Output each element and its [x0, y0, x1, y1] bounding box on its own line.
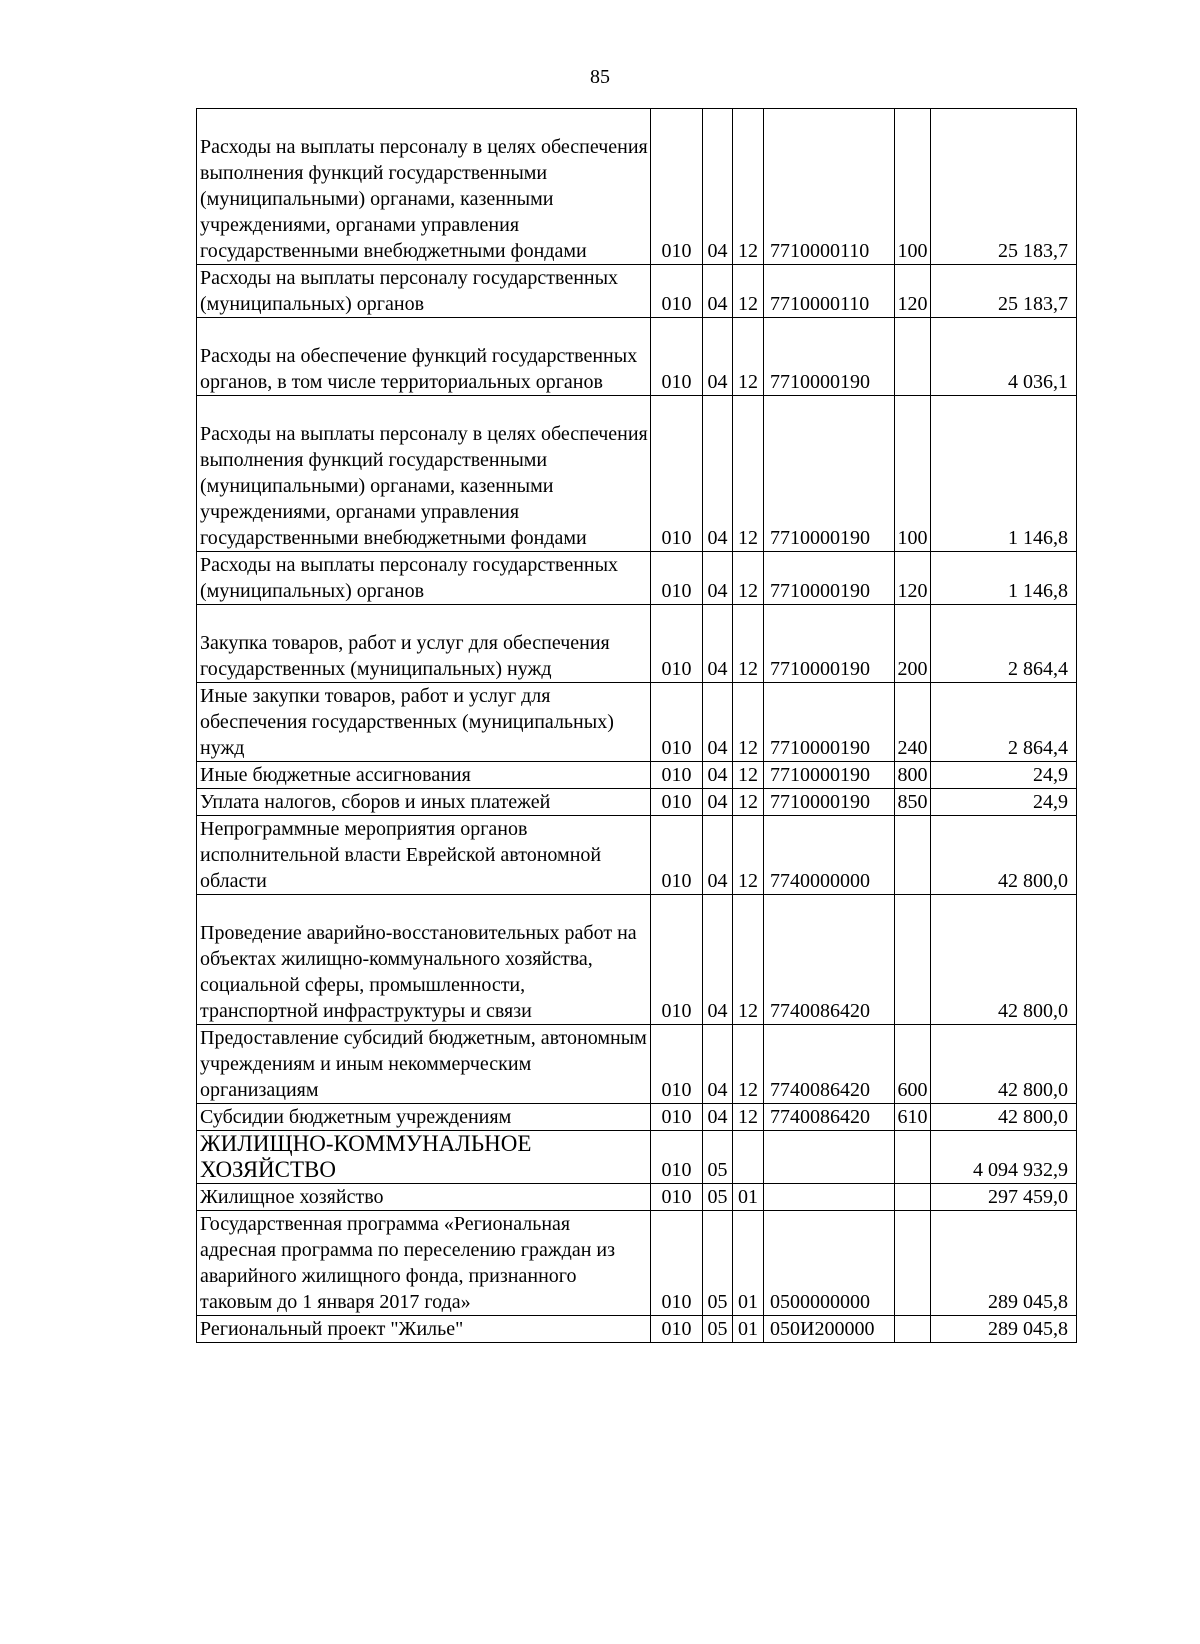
subsection-code: 12: [733, 1104, 764, 1131]
ministry-code: 010: [651, 1184, 703, 1211]
expense-type-code: [895, 895, 931, 1025]
table-row: [197, 552, 1077, 605]
target-article-code: 7710000190: [764, 683, 895, 762]
amount: 1 146,8: [931, 396, 1077, 552]
expense-type-code: [895, 318, 931, 396]
table-row: [197, 1025, 1077, 1104]
section-code: 04: [703, 895, 733, 1025]
row-name: Расходы на выплаты персоналу в целях обеспечения выполнения функций государственными (муниципальными) органами, казенными учреждениями, органами управления государственными внебюджетными фондами: [197, 109, 651, 265]
row-name: Расходы на выплаты персоналу государственных (муниципальных) органов: [197, 265, 651, 318]
amount: 297 459,0: [931, 1184, 1077, 1211]
target-article-code: 7710000190: [764, 318, 895, 396]
subsection-code: 12: [733, 762, 764, 789]
amount: 42 800,0: [931, 816, 1077, 895]
section-code: 05: [703, 1211, 733, 1316]
row-name: Предоставление субсидий бюджетным, автономным учреждениям и иным некоммерческим организациям: [197, 1025, 651, 1104]
ministry-code: 010: [651, 1104, 703, 1131]
expense-type-code: 850: [895, 789, 931, 816]
section-code: 04: [703, 552, 733, 605]
table-row: [197, 109, 1077, 265]
subsection-code: 12: [733, 318, 764, 396]
amount: 42 800,0: [931, 1025, 1077, 1104]
row-name: Непрограммные мероприятия органов исполнительной власти Еврейской автономной области: [197, 816, 651, 895]
row-name: ЖИЛИЩНО-КОММУНАЛЬНОЕ ХОЗЯЙСТВО: [197, 1131, 651, 1184]
section-code: 05: [703, 1316, 733, 1343]
amount: 4 094 932,9: [931, 1131, 1077, 1184]
amount: 2 864,4: [931, 683, 1077, 762]
subsection-code: 12: [733, 605, 764, 683]
table-row: [197, 605, 1077, 683]
row-name: Иные бюджетные ассигнования: [197, 762, 651, 789]
subsection-code: 12: [733, 396, 764, 552]
expense-type-code: [895, 1316, 931, 1343]
section-code: 05: [703, 1131, 733, 1184]
table-row: [197, 762, 1077, 789]
ministry-code: 010: [651, 683, 703, 762]
row-name: Региональный проект "Жилье": [197, 1316, 651, 1343]
subsection-code: 12: [733, 109, 764, 265]
expense-type-code: 100: [895, 396, 931, 552]
amount: 42 800,0: [931, 1104, 1077, 1131]
ministry-code: 010: [651, 605, 703, 683]
target-article-code: 7710000110: [764, 265, 895, 318]
table-row-section-heading: [197, 1131, 1077, 1184]
section-code: 05: [703, 1184, 733, 1211]
section-code: 04: [703, 396, 733, 552]
amount: 289 045,8: [931, 1211, 1077, 1316]
row-name: Проведение аварийно-восстановительных работ на объектах жилищно-коммунального хозяйства, социальной сферы, промышленности, транспортной инфраструктуры и связи: [197, 895, 651, 1025]
table-row: [197, 1184, 1077, 1211]
expense-type-code: 200: [895, 605, 931, 683]
subsection-code: [733, 1131, 764, 1184]
target-article-code: 050И200000: [764, 1316, 895, 1343]
ministry-code: 010: [651, 265, 703, 318]
ministry-code: 010: [651, 396, 703, 552]
table-row: [197, 318, 1077, 396]
ministry-code: 010: [651, 762, 703, 789]
subsection-code: 12: [733, 895, 764, 1025]
expense-type-code: 240: [895, 683, 931, 762]
subsection-code: 12: [733, 789, 764, 816]
subsection-code: 01: [733, 1316, 764, 1343]
table-row: [197, 396, 1077, 552]
ministry-code: 010: [651, 895, 703, 1025]
table-row: [197, 265, 1077, 318]
amount: 4 036,1: [931, 318, 1077, 396]
expense-type-code: 800: [895, 762, 931, 789]
table-row: [197, 1104, 1077, 1131]
table-row: [197, 816, 1077, 895]
ministry-code: 010: [651, 1316, 703, 1343]
amount: 289 045,8: [931, 1316, 1077, 1343]
target-article-code: 7710000190: [764, 789, 895, 816]
amount: 1 146,8: [931, 552, 1077, 605]
expense-type-code: [895, 1211, 931, 1316]
target-article-code: [764, 1184, 895, 1211]
expense-type-code: [895, 1131, 931, 1184]
row-name: Государственная программа «Региональная адресная программа по переселению граждан из аварийного жилищного фонда, признанного таковым до 1 января 2017 года»: [197, 1211, 651, 1316]
page-number: 85: [590, 66, 610, 88]
amount: 25 183,7: [931, 265, 1077, 318]
ministry-code: 010: [651, 1211, 703, 1316]
section-code: 04: [703, 762, 733, 789]
table-row: [197, 789, 1077, 816]
row-name: Закупка товаров, работ и услуг для обеспечения государственных (муниципальных) нужд: [197, 605, 651, 683]
ministry-code: 010: [651, 1025, 703, 1104]
expense-type-code: 100: [895, 109, 931, 265]
ministry-code: 010: [651, 1131, 703, 1184]
amount: 42 800,0: [931, 895, 1077, 1025]
subsection-code: 01: [733, 1211, 764, 1316]
section-code: 04: [703, 1104, 733, 1131]
expense-type-code: 120: [895, 265, 931, 318]
subsection-code: 12: [733, 265, 764, 318]
target-article-code: 7710000190: [764, 396, 895, 552]
row-name: Жилищное хозяйство: [197, 1184, 651, 1211]
subsection-code: 12: [733, 816, 764, 895]
ministry-code: 010: [651, 816, 703, 895]
expense-type-code: [895, 816, 931, 895]
expense-type-code: [895, 1184, 931, 1211]
subsection-code: 12: [733, 683, 764, 762]
table-row: [197, 683, 1077, 762]
target-article-code: 7710000110: [764, 109, 895, 265]
amount: 25 183,7: [931, 109, 1077, 265]
budget-table: [196, 108, 1077, 1343]
subsection-code: 12: [733, 552, 764, 605]
amount: 2 864,4: [931, 605, 1077, 683]
ministry-code: 010: [651, 109, 703, 265]
row-name: Уплата налогов, сборов и иных платежей: [197, 789, 651, 816]
subsection-code: 12: [733, 1025, 764, 1104]
table-row: [197, 1316, 1077, 1343]
target-article-code: 7740086420: [764, 1025, 895, 1104]
section-code: 04: [703, 789, 733, 816]
subsection-code: 01: [733, 1184, 764, 1211]
section-code: 04: [703, 1025, 733, 1104]
section-code: 04: [703, 816, 733, 895]
row-name: Субсидии бюджетным учреждениям: [197, 1104, 651, 1131]
amount: 24,9: [931, 762, 1077, 789]
target-article-code: 7710000190: [764, 552, 895, 605]
budget-table-body: [197, 109, 1077, 1343]
section-code: 04: [703, 683, 733, 762]
target-article-code: 7710000190: [764, 605, 895, 683]
ministry-code: 010: [651, 789, 703, 816]
row-name: Расходы на обеспечение функций государственных органов, в том числе территориальных органов: [197, 318, 651, 396]
target-article-code: [764, 1131, 895, 1184]
table-row: [197, 895, 1077, 1025]
ministry-code: 010: [651, 318, 703, 396]
section-code: 04: [703, 265, 733, 318]
row-name: Расходы на выплаты персоналу государственных (муниципальных) органов: [197, 552, 651, 605]
amount: 24,9: [931, 789, 1077, 816]
section-code: 04: [703, 109, 733, 265]
target-article-code: 7710000190: [764, 762, 895, 789]
expense-type-code: 120: [895, 552, 931, 605]
section-code: 04: [703, 605, 733, 683]
expense-type-code: 600: [895, 1025, 931, 1104]
row-name: Иные закупки товаров, работ и услуг для обеспечения государственных (муниципальных) нужд: [197, 683, 651, 762]
row-name: Расходы на выплаты персоналу в целях обеспечения выполнения функций государственными (муниципальными) органами, казенными учреждениями, органами управления государственными внебюджетными фондами: [197, 396, 651, 552]
table-row: [197, 1211, 1077, 1316]
expense-type-code: 610: [895, 1104, 931, 1131]
target-article-code: 7740000000: [764, 816, 895, 895]
target-article-code: 0500000000: [764, 1211, 895, 1316]
target-article-code: 7740086420: [764, 1104, 895, 1131]
section-code: 04: [703, 318, 733, 396]
ministry-code: 010: [651, 552, 703, 605]
target-article-code: 7740086420: [764, 895, 895, 1025]
